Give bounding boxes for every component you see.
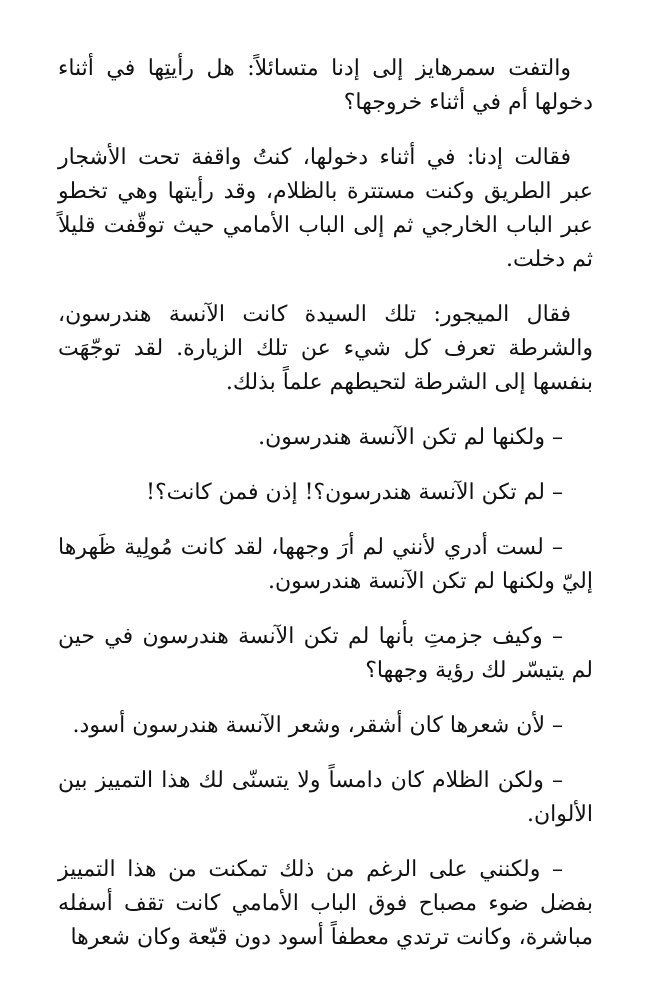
- dialog-line-1: – ولكنها لم تكن الآنسة هندرسون.: [258, 425, 563, 450]
- paragraph-summerhayes-question: والتفت سمرهايز إلى إدنا متسائلاً: هل رأيتِها في أثناء دخولها أم في أثناء خروجها؟: [58, 56, 593, 115]
- dialog-line-6: – ولكن الظلام كان دامساً ولا يتسنّى لك هذا التمييز بين الألوان.: [58, 768, 593, 827]
- dialog-line-4: – وكيف جزمتِ بأنها لم تكن الآنسة هندرسون في حين لم يتيسّر لك رؤية وجهها؟: [58, 624, 593, 683]
- paragraph-edna-answer: فقالت إدنا: في أثناء دخولها، كنتُ واقفة تحت الأشجار عبر الطريق وكنت مستترة بالظلام، وقد رأيتها وهي تخطو عبر الباب الخارجي ثم إلى الباب الأمامي حيث توقّفت قليلاً ثم دخلت.: [58, 145, 593, 272]
- paragraph-major-reply: فقال الميجور: تلك السيدة كانت الآنسة هندرسون، والشرطة تعرف كل شيء عن تلك الزيارة. لقد توجّهَت بنفسها إلى الشرطة لتحيطهم علماً بذلك.: [58, 302, 593, 395]
- dialog-line-7: – ولكنني على الرغم من ذلك تمكنت من هذا التمييز بفضل ضوء مصباح فوق الباب الأمامي كانت تقف أسفله مباشرة، وكانت ترتدي معطفاً أسود دون قبّعة وكان شعرها: [58, 857, 593, 950]
- dialog-line-2: – لم تكن الآنسة هندرسون؟! إذن فمن كانت؟!: [146, 480, 563, 505]
- dialog-line-3: – لست أدري لأنني لم أرَ وجهها، لقد كانت مُولِية ظَهرها إليّ ولكنها لم تكن الآنسة هندرسون.: [58, 535, 593, 594]
- dialog-line-5: – لأن شعرها كان أشقر، وشعر الآنسة هندرسون أسود.: [72, 713, 563, 738]
